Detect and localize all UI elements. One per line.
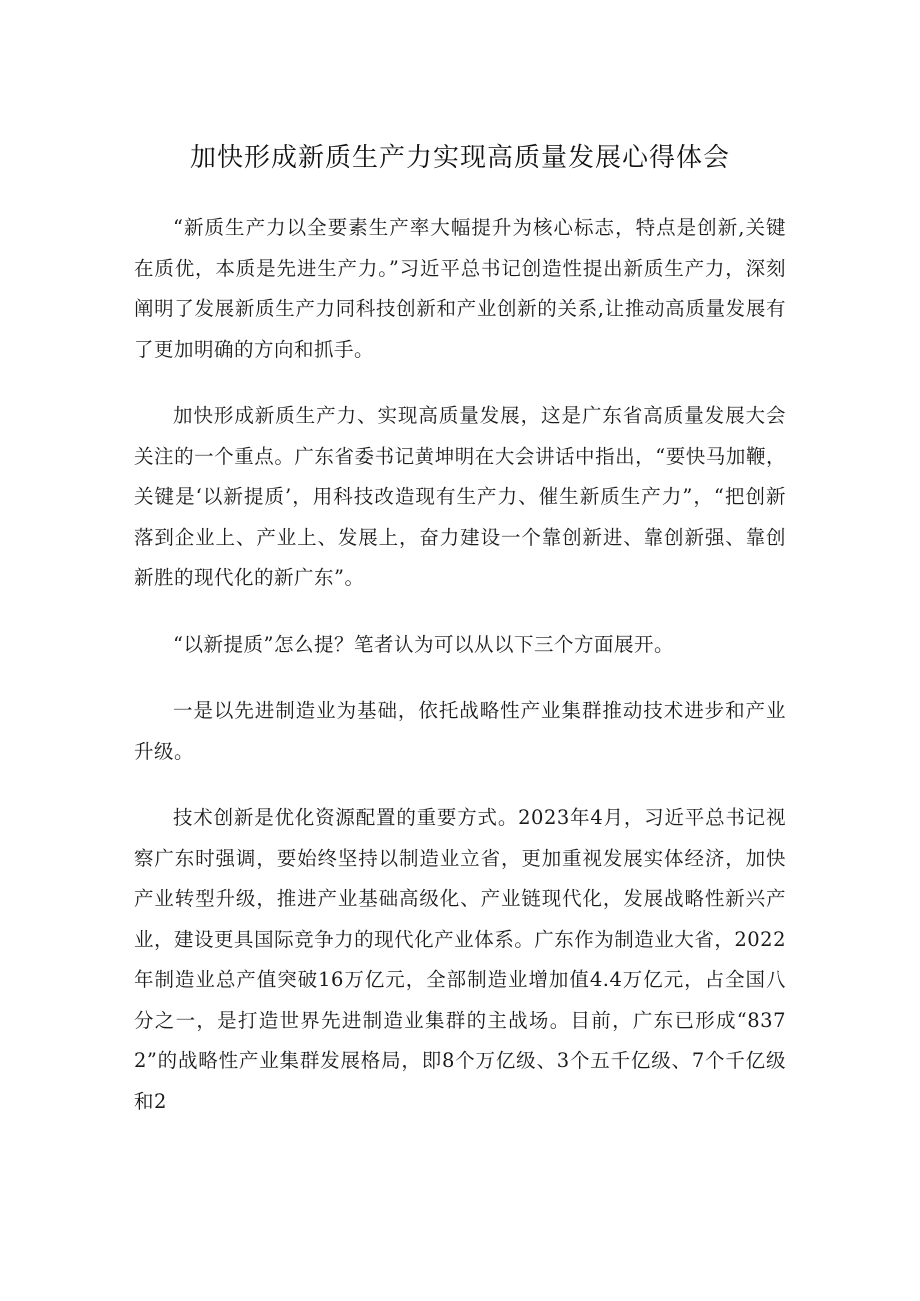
paragraph-1: “新质生产力以全要素生产率大幅提升为核心标志，特点是创新,关键在质优，本质是先进生产力。”习近平总书记创造性提出新质生产力，深刻阐明了发展新质生产力同科技创新和产业创新的关系,让推动高质量发展有了更加明确的方向和抓手。	[134, 216, 786, 361]
document-title: 加快形成新质生产力实现高质量发展心得体会	[189, 143, 730, 173]
paragraph-2: 加快形成新质生产力、实现高质量发展，这是广东省高质量发展大会关注的一个重点。广东省委书记黄坤明在大会讲话中指出，“要快马加鞭，关键是‘以新提质’，用科技改造现有生产力、催生新质生产力”，“把创新落到企业上、产业上、发展上，奋力建设一个靠创新进、靠创新强、靠创新胜的现代化的新广东”。	[134, 404, 786, 589]
document-body	[134, 208, 786, 1122]
paragraph-4: 一是以先进制造业为基础，依托战略性产业集群推动技术进步和产业升级。	[134, 699, 786, 763]
paragraph-3: “以新提质”怎么提？笔者认为可以从以下三个方面展开。	[173, 632, 674, 656]
paragraph-5: 技术创新是优化资源配置的重要方式。2023年4月，习近平总书记视察广东时强调，要始终坚持以制造业立省，更加重视发展实体经济，加快产业转型升级，推进产业基础高级化、产业链现代化，发展战略性新兴产业，建设更具国际竞争力的现代化产业体系。广东作为制造业大省，2022年制造业总产值突破16万亿元，全部制造业增加值4.4万亿元，占全国八分之一，是打造世界先进制造业集群的主战场。目前，广东已形成“8372”的战略性产业集群发展格局，即8个万亿级、3个五千亿级、7个千亿级和2	[134, 806, 786, 1113]
